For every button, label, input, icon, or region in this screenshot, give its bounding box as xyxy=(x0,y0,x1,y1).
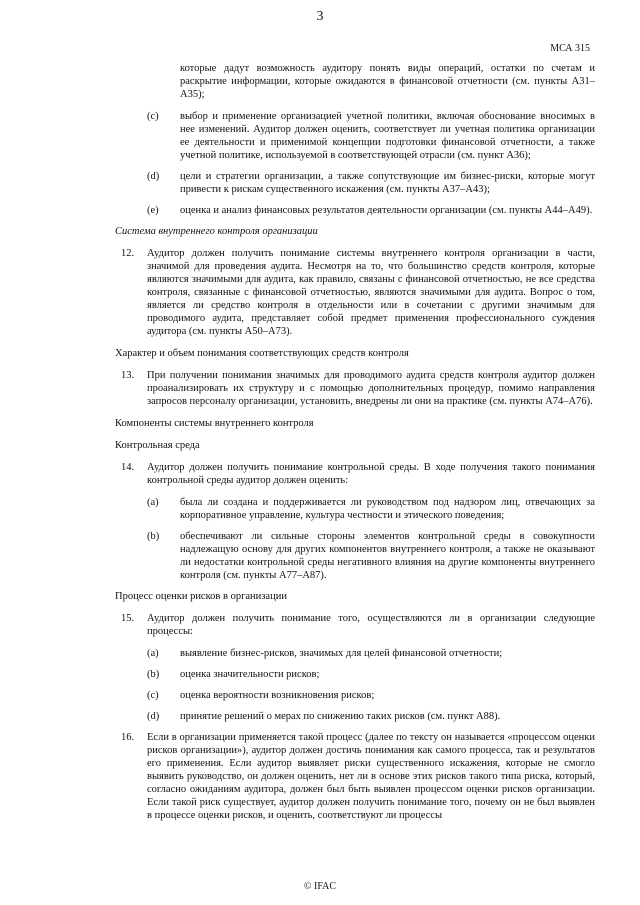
item-text: была ли создана и поддерживается ли руководством под надзором лиц, отвечающих за корпоративное управление, культура честности и этического поведения; xyxy=(180,497,595,521)
list-item xyxy=(147,689,595,702)
page-content xyxy=(115,62,595,831)
list-item xyxy=(147,110,595,162)
list-item xyxy=(147,204,595,217)
section-heading: Характер и объем понимания соответствующих средств контроля xyxy=(115,348,409,359)
item-label: (c) xyxy=(147,690,159,701)
page-number: 3 xyxy=(316,9,324,24)
item-text: оценка значительности рисков; xyxy=(180,669,320,680)
paragraph-number: 14. xyxy=(121,462,135,473)
item-text: выявление бизнес-рисков, значимых для целей финансовой отчетности; xyxy=(180,648,503,659)
paragraph-text: Если в организации применяется такой процесс (далее по тексту он называется «процессом оценки рисков организации»), аудитор должен достичь понимания как самого процесса, так и результатов его применения. Если аудитор выявляет риски существенного искажения, которые не смогло выявить руководство, он должен оценить, нет ли в основе этих рисков такого типа риска, который, согласно ожиданиям аудитора, должен был быть выявлен процессом оценки рисков организации. Если такой риск существует, аудитор должен получить понимание того, почему он не был выявлен в процессе оценки рисков, и оценить, соответствуют ли процессы xyxy=(147,732,595,821)
section-heading: Система внутреннего контроля организации xyxy=(115,226,318,237)
item-text: принятие решений о мерах по снижению таких рисков (см. пункт А88). xyxy=(180,711,501,722)
paragraph-text: При получении понимания значимых для проводимого аудита средств контроля аудитор должен проанализировать их структуру и с помощью дополнительных процедур, помимо направления запросов персоналу организации, установить, внедрены ли они на практике (см. пункты А74–А76). xyxy=(147,370,595,407)
paragraph-text: Аудитор должен получить понимание контрольной среды. В ходе получения такого понимания контрольной среды аудитор должен оценить: xyxy=(147,462,595,486)
paragraph-text: Аудитор должен получить понимание того, осуществляются ли в организации следующие процессы: xyxy=(147,613,595,637)
continued-text: которые дадут возможность аудитору понять виды операций, остатки по счетам и раскрытие информации, которые ожидаются в финансовой отчетности (см. пункты А31–А35); xyxy=(180,63,595,100)
list-item xyxy=(147,710,595,723)
paragraph-15 xyxy=(121,612,595,638)
subsection-heading: Контрольная среда xyxy=(115,440,200,451)
paragraph-text: Аудитор должен получить понимание системы внутреннего контроля организации в части, значимой для проведения аудита. Несмотря на то, что большинство средств контроля, которые являются значимыми для аудита, как правило, связаны с финансовой отчетностью, не все средства контроля, связанные с финансовой отчетностью, являются значимыми для аудита. Вопрос о том, является ли средство контроля в отдельности или в сочетании с другими значимым для проводимого аудита, представляет собой предмет применения профессионального суждения аудитора (см. пункты А50–А73). xyxy=(147,248,595,337)
item-text: обеспечивают ли сильные стороны элементов контрольной среды в совокупности надлежащую основу для других компонентов внутреннего контроля, а также не оказывают ли недостатки контрольной среды негативного влияния на другие компоненты внутреннего контроля (см. пункты А77–А87). xyxy=(180,531,595,581)
item-text: оценка вероятности возникновения рисков; xyxy=(180,690,375,701)
subsection-heading: Процесс оценки рисков в организации xyxy=(115,591,287,602)
item-label: (b) xyxy=(147,669,160,680)
list-item xyxy=(147,496,595,522)
item-label: (e) xyxy=(147,205,159,216)
list-top xyxy=(115,110,595,217)
item-label: (d) xyxy=(147,171,160,182)
paragraph-14 xyxy=(121,461,595,487)
list-item xyxy=(147,668,595,681)
list-item xyxy=(147,647,595,660)
paragraph-12 xyxy=(121,247,595,338)
list-item xyxy=(147,170,595,196)
item-text: цели и стратегии организации, а также сопутствующие им бизнес-риски, которые могут привести к рискам существенного искажения (см. пункты А37–А43); xyxy=(180,171,595,195)
item-label: (c) xyxy=(147,111,159,122)
paragraph-13 xyxy=(121,369,595,408)
item-text: оценка и анализ финансовых результатов деятельности организации (см. пункты А44–А49). xyxy=(180,205,593,216)
paragraph-number: 15. xyxy=(121,613,135,624)
paragraph-number: 13. xyxy=(121,370,135,381)
item-label: (d) xyxy=(147,711,160,722)
section-heading: Компоненты системы внутреннего контроля xyxy=(115,418,314,429)
item-label: (a) xyxy=(147,497,159,508)
paragraph-16 xyxy=(121,731,595,822)
list-item xyxy=(147,530,595,582)
item-label: (a) xyxy=(147,648,159,659)
paragraph-number: 12. xyxy=(121,248,135,259)
item-text: выбор и применение организацией учетной политики, включая обоснование вносимых в нее изменений. Аудитор должен оценить, соответствует ли учетная политика организации ее деятельности и применимой концепции подготовки финансовой отчетности, а также учетной политике, используемой в соответствующей отрасли (см. пункт А36); xyxy=(180,111,595,161)
footer-copyright: © IFAC xyxy=(303,881,337,892)
item-label: (b) xyxy=(147,531,160,542)
paragraph-number: 16. xyxy=(121,732,135,743)
standard-label: МСА 315 xyxy=(550,43,590,54)
